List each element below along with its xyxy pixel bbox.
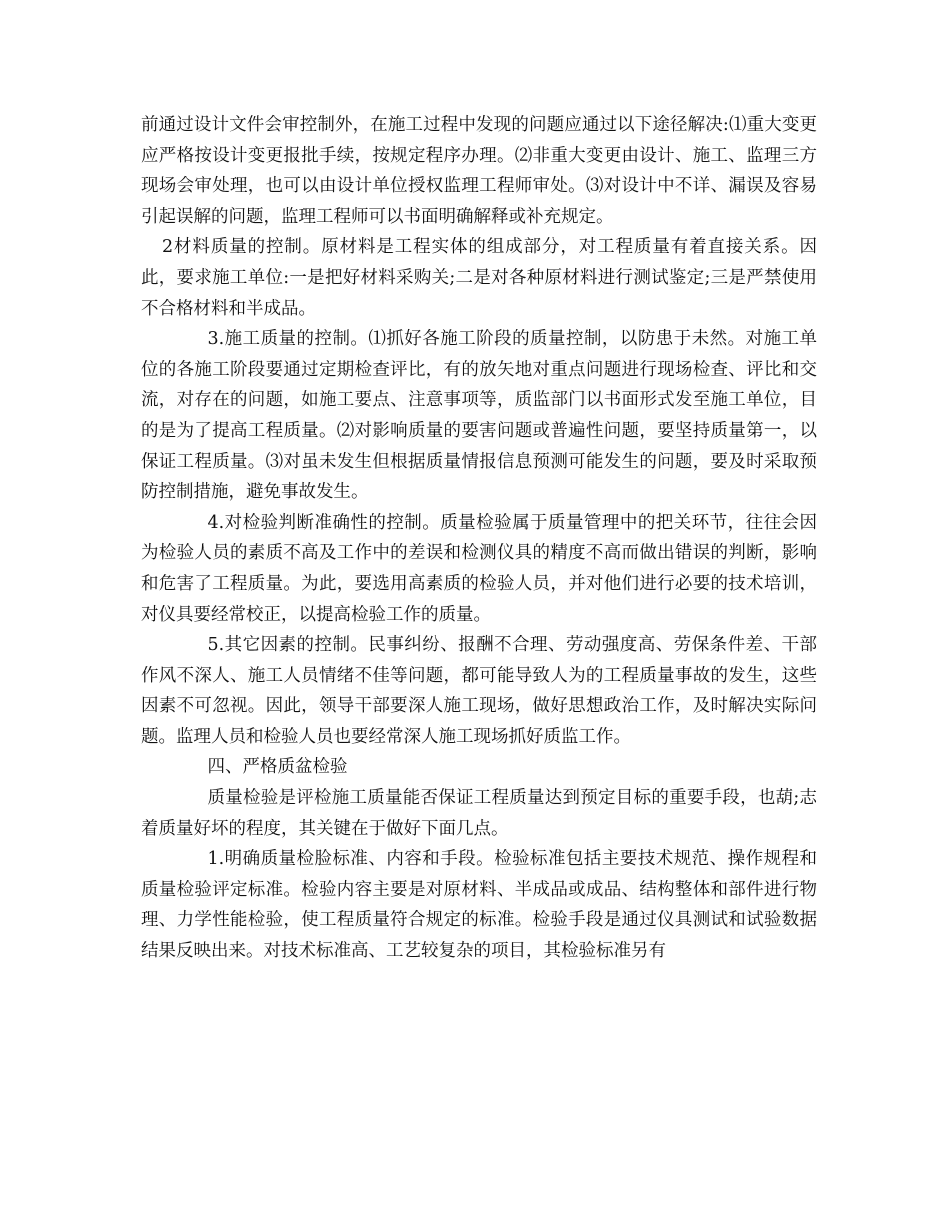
paragraph-design-changes: 前通过设计文件会审控制外，在施工过程中发现的问题应通过以下途径解决:⑴重大变更应严格按设计变更报批手续，按规定程序办理。⑵非重大变更由设计、施工、监理三方现场会审处理，也可以由设计单位授权监理工程师审处。⑶对设计中不详、漏误及容易引起误解的问题，监理工程师可以书面明确解释或补充规定。 [141, 115, 817, 227]
paragraph-construction-quality: 3.施工质量的控制。⑴抓好各施工阶段的质量控制，以防患于未然。对施工单位的各施工阶段要通过定期检查评比，有的放矢地对重点问题进行现场检查、评比和交流，对存在的问题，如施工要点、注意事项等，质监部门以书面形式发至施工单位，目的是为了提高工程质量。⑵对影响质量的要害问题或普遍性问题，要坚持质量第一，以保证工程质量。⑶对虽未发生但根据质量情报信息预测可能发生的问题，要及时采取预防控制措施，避免事故发生。 [141, 329, 817, 503]
paragraph-inspection-accuracy: 4.对检验判断准确性的控制。质量检验属于质量管理中的把关环节，往往会因为检验人员的素质不高及工作中的差误和检测仪具的精度不高而做出错误的判断，影响和危害了工程质量。为此，要选用高素质的检验人员，并对他们进行必要的技术培训，对仪具要经常校正，以提高检验工作的质量。 [141, 512, 817, 625]
section-heading-quality-inspection: 四、严格质盆检验 [207, 757, 348, 778]
paragraph-material-quality: 2材料质量的控制。原材料是工程实体的组成部分，对工程质量有着直接关系。因此，要求施工单位:一是把好材料采购关;二是对各种原材料进行测试鉴定;三是严禁使用不合格材料和半成品。 [141, 237, 817, 319]
paragraph-inspection-intro: 质量检验是评检施工质量能否保证工程质量达到预定目标的重要手段，也葫;志着质量好坏的程度，其关键在于做好下面几点。 [141, 788, 817, 839]
paragraph-inspection-standards: 1.明确质量检脸标准、内容和手段。检验标准包括主要技术规范、操作规程和质量检验评定标准。检验内容主要是对原材料、半成品或成品、结构整体和部件进行物理、力学性能检验，使工程质量符合规定的标准。检验手段是通过仪具测试和试验数据结果反映出来。对技术标准高、工艺较复杂的项目，其检验标准另有 [141, 849, 817, 962]
document-page [141, 110, 817, 967]
paragraph-other-factors: 5.其它因素的控制。民事纠纷、报酬不合理、劳动强度高、劳保条件差、干部作风不深人、施工人员情绪不佳等问题，都可能导致人为的工程质量事故的发生，这些因素不可忽视。因此，领导干部要深人施工现场，做好思想政治工作，及时解决实际问题。监理人员和检验人员也要经常深人施工现场抓好质监工作。 [141, 635, 817, 747]
